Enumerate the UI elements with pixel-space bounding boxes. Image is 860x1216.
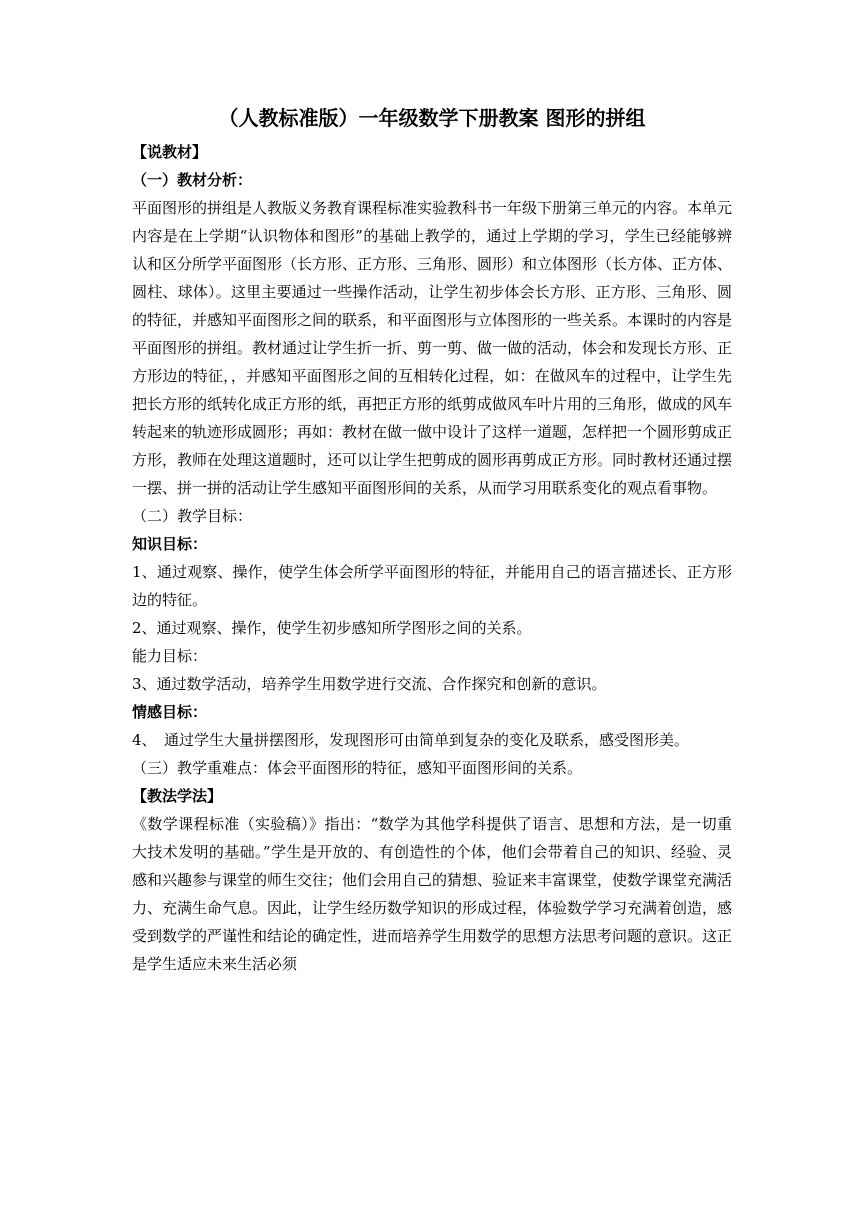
document-title: （人教标准版）一年级数学下册教案 图形的拼组 — [218, 106, 646, 130]
goal-item-4: 4、 通过学生大量拼摆图形，发现图形可由简单到复杂的变化及联系，感受图形美。 — [132, 731, 690, 749]
heading-knowledge-goals: 知识目标： — [132, 535, 208, 553]
goal-item-2: 2、通过观察、操作，使学生初步感知所学图形之间的关系。 — [132, 619, 532, 637]
section-heading-textbook: 【说教材】 — [132, 143, 208, 161]
paragraph-teaching-methods: 《数学课程标准（实验稿）》指出：“数学为其他学科提供了语言、思想和方法，是一切重大技术发明的基础。”学生是开放的、有创造性的个体，他们会带着自己的知识、经验、灵感和兴趣参与课堂的师生交往；他们会用自己的猜想、验证来丰富课堂，使数学课堂充满活力、充满生命气息。因此，让学生经历数学知识的形成过程，体验数学学习充满着创造，感受到数学的严谨性和结论的确定性，进而培养学生用数学的思想方法思考问题的意识。这正是学生适应未来生活必须 — [132, 815, 733, 973]
heading-emotion-goals: 情感目标： — [132, 703, 208, 721]
goal-item-3: 3、通过数学活动，培养学生用数学进行交流、合作探究和创新的意识。 — [132, 675, 607, 693]
subheading-teaching-goals: （二）教学目标： — [132, 507, 253, 525]
document-page — [132, 98, 732, 978]
heading-ability-goals: 能力目标： — [132, 647, 208, 665]
subheading-key-points: （三）教学重难点：体会平面图形的特征，感知平面图形间的关系。 — [132, 759, 583, 777]
paragraph-textbook-analysis: 平面图形的拼组是人教版义务教育课程标准实验教科书一年级下册第三单元的内容。本单元内容是在上学期“认识物体和图形”的基础上教学的，通过上学期的学习，学生已经能够辨认和区分所学平面图形（长方形、正方形、三角形、圆形）和立体图形（长方体、正方体、圆柱、球体）。这里主要通过一些操作活动，让学生初步体会长方形、正方形、三角形、圆的特征，并感知平面图形之间的联系，和平面图形与立体图形的一些关系。本课时的内容是平面图形的拼组。教材通过让学生折一折、剪一剪、做一做的活动，体会和发现长方形、正方形边的特征，，并感知平面图形之间的互相转化过程，如：在做风车的过程中，让学生先把长方形的纸转化成正方形的纸，再把正方形的纸剪成做风车叶片用的三角形，做成的风车转起来的轨迹形成圆形；再如：教材在做一做中设计了这样一道题，怎样把一个圆形剪成正方形，教师在处理这道题时，还可以让学生把剪成的圆形再剪成正方形。同时教材还通过摆一摆、拼一拼的活动让学生感知平面图形间的关系，从而学习用联系变化的观点看事物。 — [132, 199, 733, 497]
subheading-textbook-analysis: （一）教材分析： — [132, 171, 253, 189]
section-heading-methods: 【教法学法】 — [132, 787, 223, 805]
goal-item-1: 1、通过观察、操作，使学生体会所学平面图形的特征，并能用自己的语言描述长、正方形边的特征。 — [132, 563, 732, 609]
